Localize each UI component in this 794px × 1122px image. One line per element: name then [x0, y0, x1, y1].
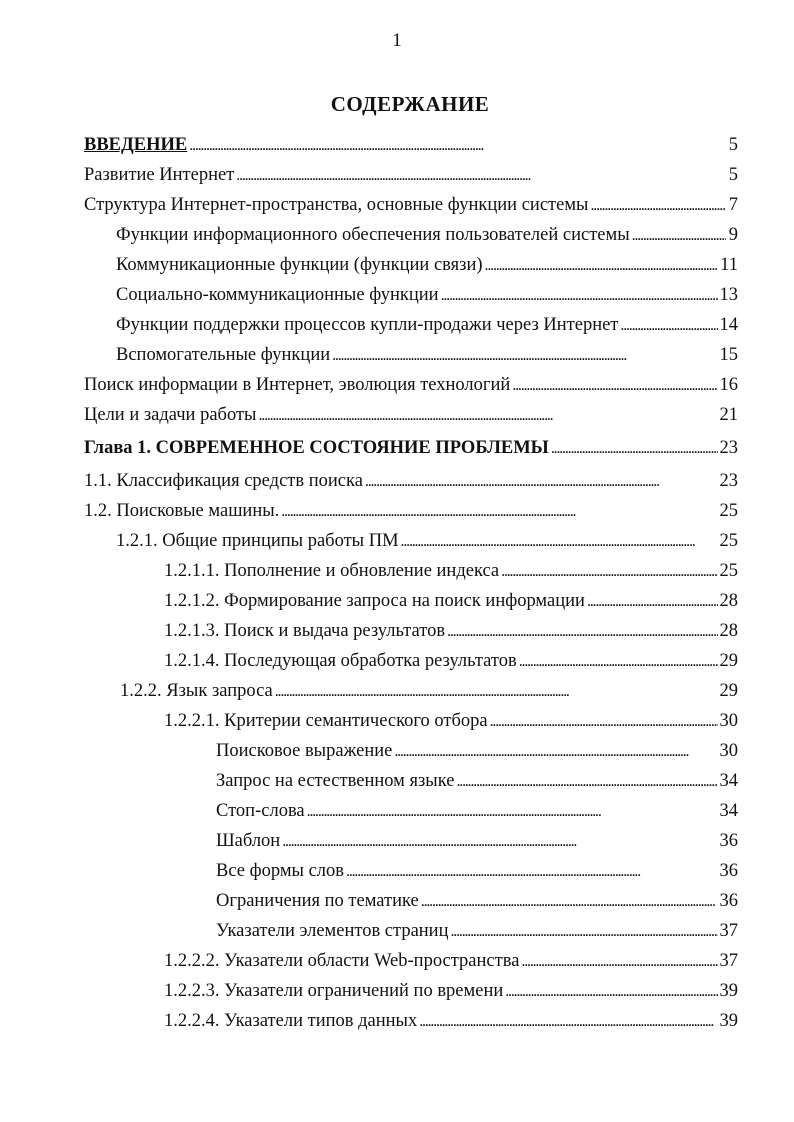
table-of-contents: [84, 130, 738, 1036]
toc-entry[interactable]: [84, 310, 738, 340]
toc-entry-page: 7: [728, 195, 738, 215]
toc-entry[interactable]: [84, 706, 738, 736]
dot-leader: [447, 616, 717, 647]
toc-entry[interactable]: [84, 886, 738, 916]
toc-entry-title: 1.2.1.3. Поиск и выдача результатов: [164, 621, 446, 641]
dot-leader: [441, 280, 718, 311]
toc-entry-title: 1.2.1. Общие принципы работы ПМ: [116, 531, 399, 551]
toc-entry-page: 13: [719, 285, 738, 305]
dot-leader: [275, 676, 718, 707]
toc-entry-page: 30: [719, 711, 738, 731]
toc-entry-page: 39: [719, 981, 738, 1001]
toc-entry[interactable]: [84, 586, 738, 616]
toc-entry-title: Поисковое выражение: [216, 741, 393, 761]
toc-entry-title: Цели и задачи работы: [84, 405, 257, 425]
toc-entry-page: 16: [719, 375, 738, 395]
toc-entry[interactable]: [84, 280, 738, 310]
toc-entry-title: Функции поддержки процессов купли-продажи через Интернет: [116, 315, 619, 335]
toc-entry-page: 36: [719, 891, 738, 911]
toc-entry-page: 9: [728, 225, 738, 245]
toc-entry-title: 1.2.1.1. Пополнение и обновление индекса: [164, 561, 500, 581]
toc-entry-title: Поиск информации в Интернет, эволюция технологий: [84, 375, 511, 395]
toc-entry[interactable]: [84, 220, 738, 250]
dot-leader: [307, 796, 718, 827]
dot-leader: [501, 556, 717, 587]
dot-leader: [394, 736, 717, 767]
toc-entry[interactable]: [84, 400, 738, 430]
toc-entry-page: 29: [719, 681, 738, 701]
toc-entry-title: 1.2.2.3. Указатели ограничений по времени: [164, 981, 504, 1001]
toc-entry-title: Структура Интернет-пространства, основные функции системы: [84, 195, 589, 215]
toc-entry[interactable]: [84, 130, 738, 160]
toc-entry[interactable]: [84, 826, 738, 856]
toc-entry[interactable]: [84, 676, 738, 706]
toc-entry-title: 1.2.1.2. Формирование запроса на поиск информации: [164, 591, 585, 611]
toc-entry-title: Шаблон: [216, 831, 281, 851]
toc-entry-page: 28: [719, 621, 738, 641]
dot-leader: [490, 706, 718, 737]
toc-entry-title: 1.1. Классификация средств поиска: [84, 471, 363, 491]
dot-leader: [590, 190, 726, 221]
toc-entry[interactable]: [84, 976, 738, 1006]
toc-entry[interactable]: [84, 856, 738, 886]
dot-leader: [419, 1006, 717, 1037]
toc-entry-title: Социально-коммуникационные функции: [116, 285, 439, 305]
dot-leader: [421, 886, 718, 917]
dot-leader: [451, 916, 718, 947]
toc-entry-page: 11: [720, 255, 738, 275]
toc-entry[interactable]: [84, 250, 738, 280]
toc-entry-title: 1.2. Поисковые машины.: [84, 501, 280, 521]
toc-entry-title: Запрос на естественном языке: [216, 771, 455, 791]
toc-entry-page: 5: [728, 165, 738, 185]
toc-entry[interactable]: [84, 340, 738, 370]
toc-entry[interactable]: [84, 430, 738, 466]
toc-entry-page: 15: [719, 345, 738, 365]
dot-leader: [282, 826, 717, 857]
toc-entry[interactable]: [84, 526, 738, 556]
dot-leader: [485, 250, 719, 281]
toc-entry[interactable]: [84, 766, 738, 796]
page-title: СОДЕРЖАНИЕ: [330, 92, 490, 116]
dot-leader: [236, 160, 726, 191]
toc-entry-page: 39: [719, 1011, 738, 1031]
toc-entry-title: 1.2.2.4. Указатели типов данных: [164, 1011, 418, 1031]
toc-entry-page: 37: [719, 951, 738, 971]
toc-entry-title: Функции информационного обеспечения пользователей системы: [116, 225, 630, 245]
toc-entry-title: Все формы слов: [216, 861, 345, 881]
dot-leader: [587, 586, 718, 617]
toc-entry-page: 34: [719, 801, 738, 821]
toc-entry[interactable]: [84, 496, 738, 526]
toc-entry-title: Коммуникационные функции (функции связи): [116, 255, 483, 275]
toc-entry-title: Стоп-слова: [216, 801, 305, 821]
toc-entry[interactable]: [84, 466, 738, 496]
toc-entry-title: 1.2.2.2. Указатели области Web-пространства: [164, 951, 520, 971]
toc-entry[interactable]: [84, 556, 738, 586]
toc-entry-title: 1.2.2. Язык запроса: [120, 681, 273, 701]
toc-entry-title: Указатели элементов страниц: [216, 921, 449, 941]
toc-entry-page: 34: [719, 771, 738, 791]
toc-entry-page: 5: [728, 135, 738, 155]
dot-leader: [456, 766, 717, 797]
dot-leader: [505, 976, 717, 1007]
toc-entry[interactable]: [84, 946, 738, 976]
toc-entry-title: Развитие Интернет: [84, 165, 235, 185]
dot-leader: [521, 946, 717, 977]
toc-entry[interactable]: [84, 370, 738, 400]
toc-entry-title: 1.2.2.1. Критерии семантического отбора: [164, 711, 488, 731]
toc-entry-title: Вспомогательные функции: [116, 345, 331, 365]
toc-entry-page: 25: [719, 531, 738, 551]
dot-leader: [632, 220, 726, 251]
toc-entry-title: 1.2.1.4. Последующая обработка результатов: [164, 651, 517, 671]
toc-entry-page: 25: [719, 561, 738, 581]
toc-entry-page: 30: [719, 741, 738, 761]
toc-entry[interactable]: [84, 796, 738, 826]
toc-entry[interactable]: [84, 646, 738, 676]
dot-leader: [365, 466, 718, 497]
toc-entry[interactable]: [84, 1006, 738, 1036]
toc-entry-title: ВВЕДЕНИЕ: [84, 135, 188, 155]
toc-entry-page: 23: [719, 438, 738, 458]
dot-leader: [189, 130, 726, 161]
dot-leader: [519, 646, 718, 677]
dot-leader: [401, 526, 718, 557]
toc-entry[interactable]: [84, 160, 738, 190]
dot-leader: [281, 496, 717, 527]
toc-entry-page: 36: [719, 831, 738, 851]
toc-entry-title: Глава 1. СОВРЕМЕННОЕ СОСТОЯНИЕ ПРОБЛЕМЫ: [84, 438, 549, 458]
toc-entry-page: 29: [719, 651, 738, 671]
toc-entry-page: 23: [719, 471, 738, 491]
toc-entry[interactable]: [84, 616, 738, 646]
page-number: 1: [392, 30, 402, 51]
toc-entry-page: 14: [719, 315, 738, 335]
toc-entry[interactable]: [84, 190, 738, 220]
toc-entry[interactable]: [84, 736, 738, 766]
toc-entry-title: Ограничения по тематике: [216, 891, 419, 911]
dot-leader: [512, 370, 717, 401]
dot-leader: [346, 856, 717, 887]
dot-leader: [332, 340, 717, 371]
toc-entry[interactable]: [84, 916, 738, 946]
dot-leader: [620, 310, 717, 341]
toc-entry-page: 28: [719, 591, 738, 611]
dot-leader: [258, 400, 717, 431]
toc-entry-page: 25: [719, 501, 738, 521]
toc-entry-page: 36: [719, 861, 738, 881]
toc-entry-page: 21: [719, 405, 738, 425]
toc-entry-page: 37: [719, 921, 738, 941]
dot-leader: [551, 430, 718, 467]
